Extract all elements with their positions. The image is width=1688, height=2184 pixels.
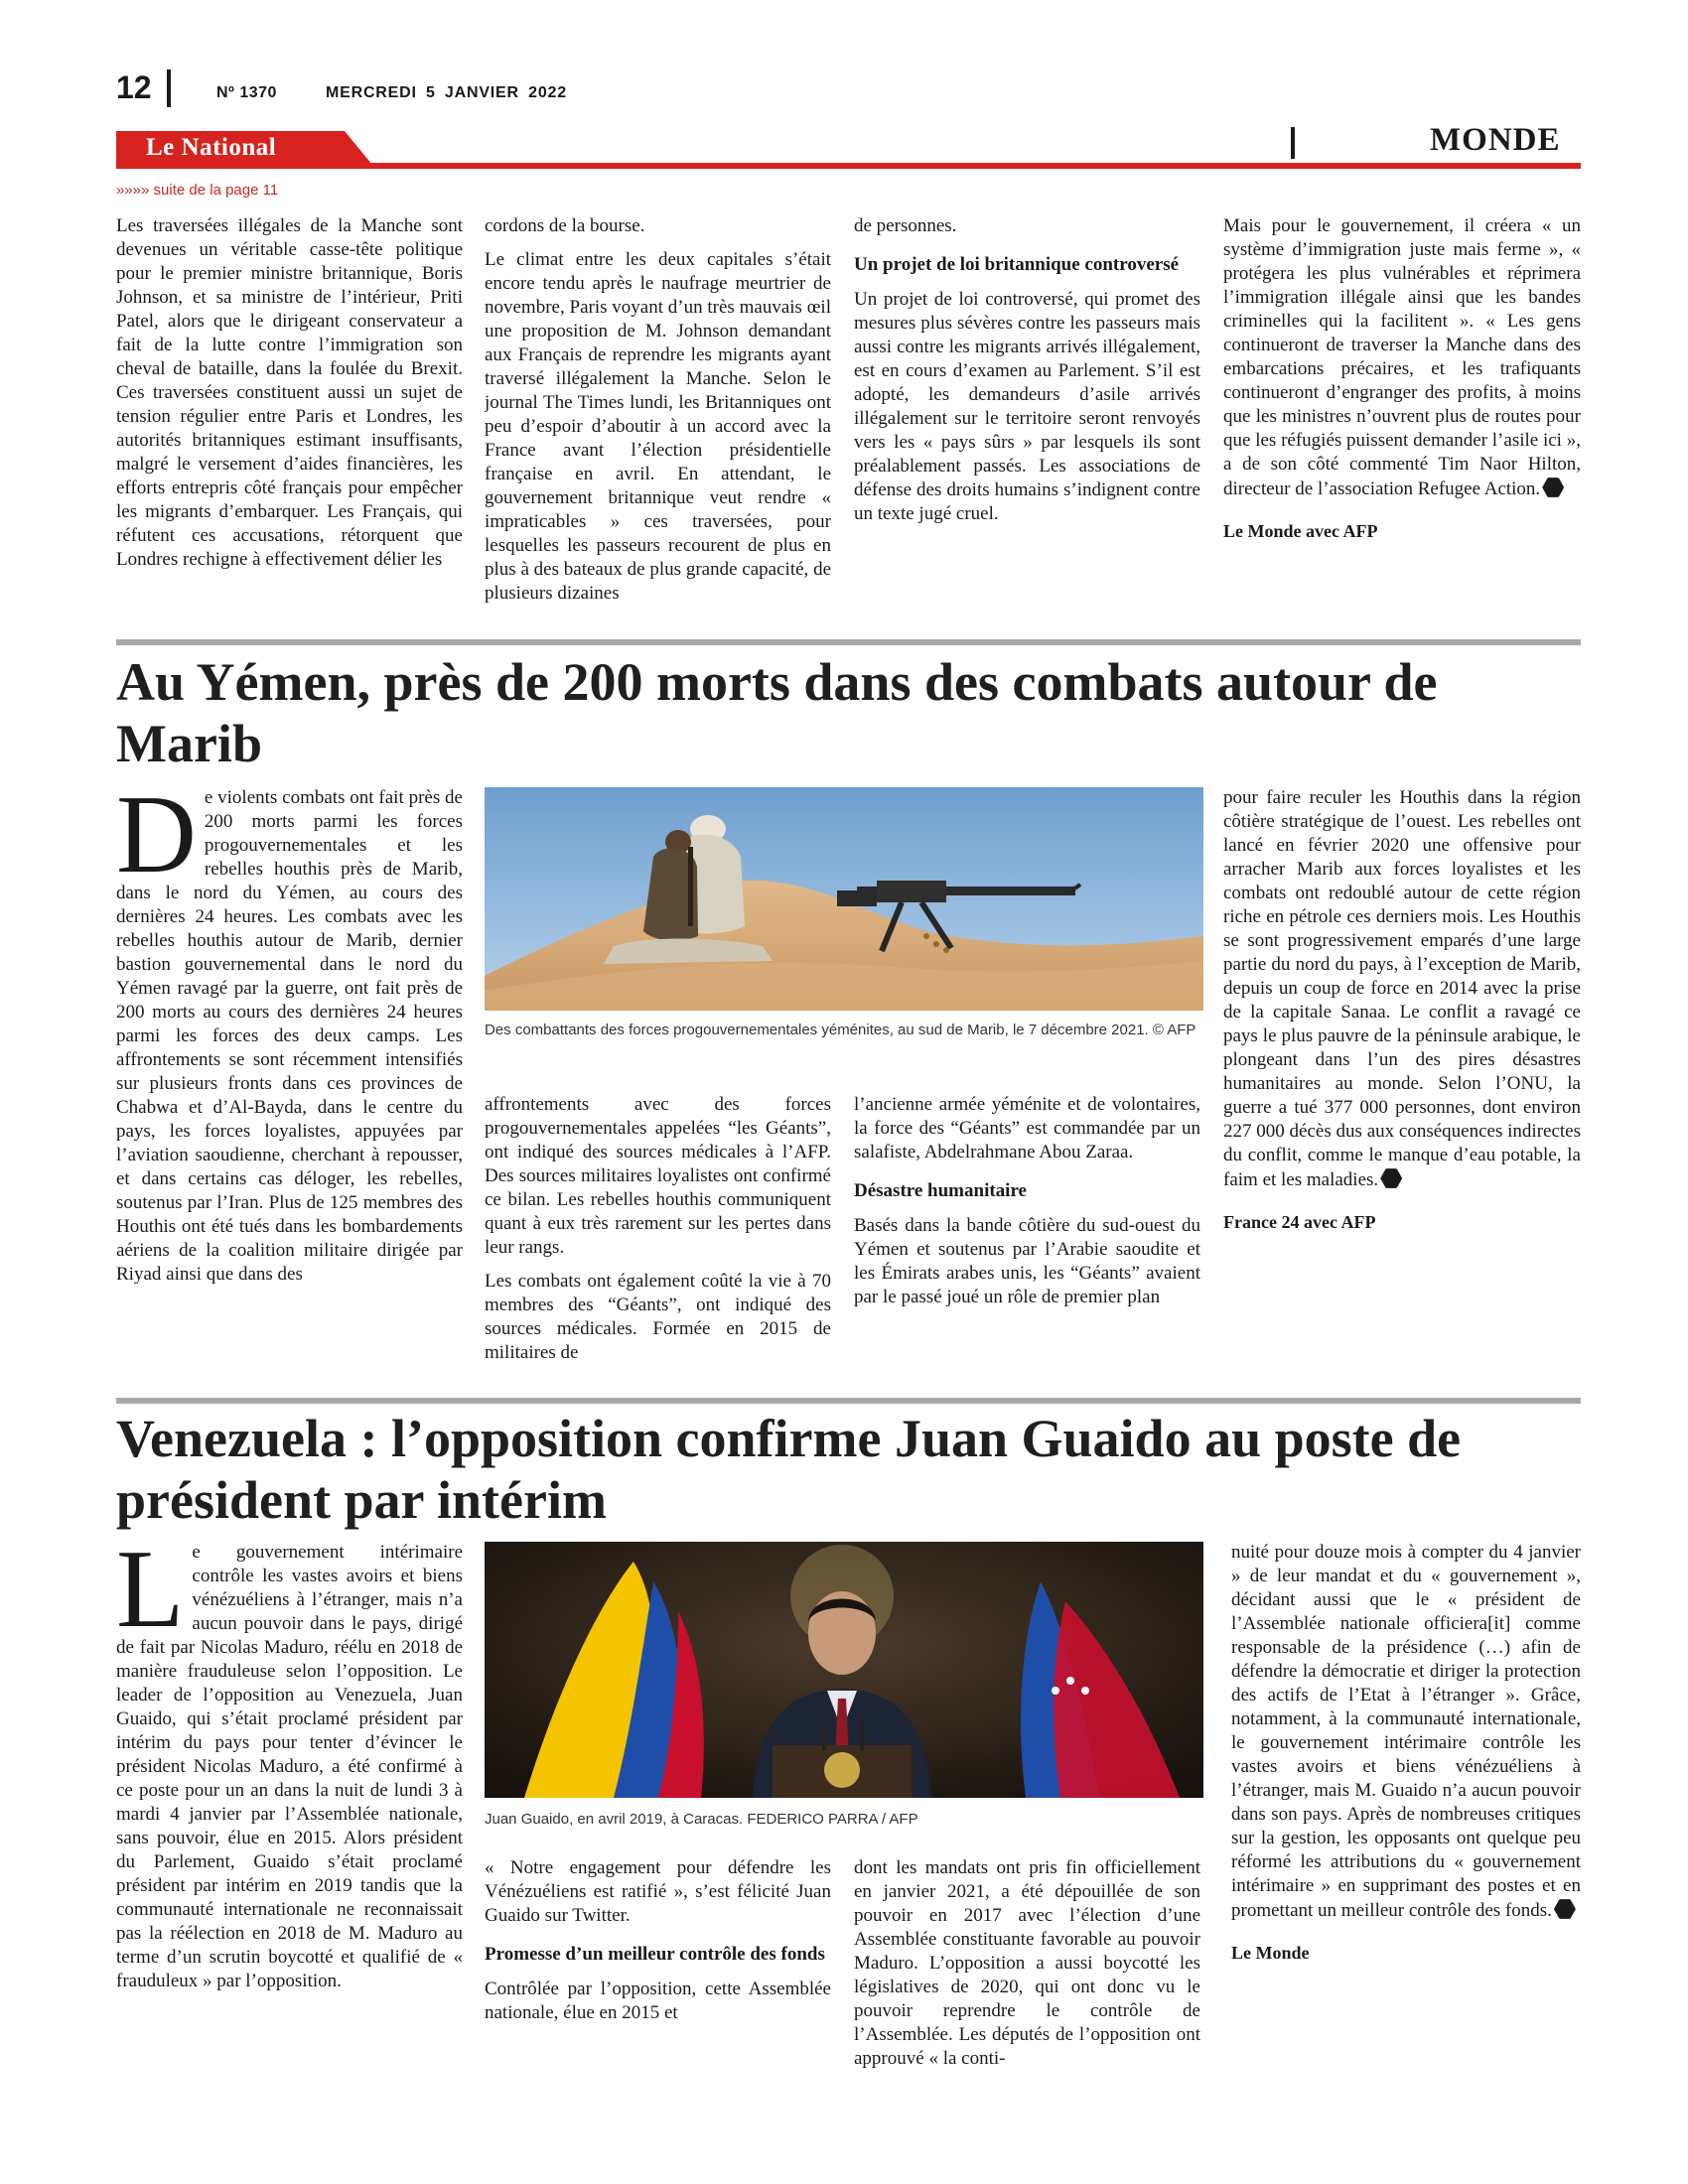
article2-column-1 (116, 786, 463, 1390)
end-of-article-icon (1380, 1167, 1402, 1189)
continued-from-link[interactable]: »»»» suite de la page 11 (116, 182, 279, 199)
header-rule (116, 163, 1581, 169)
article3-col3-text: dont les mandats ont pris fin officiellement en janvier 2021, a été dépouillée de son pouvoir en 2017 avec l’élection d’une Assemblée constituante favorable au pouvoir Maduro. L’opposition a aussi boycotté les législatives de 2020, qui ont donc vu le pouvoir reprendre le contrôle de l’Assemblée. Les députés de l’opposition ont approuvé « la conti- (854, 1857, 1200, 2069)
article2-col2-text-1: affrontements avec des forces progouvernementales appelées “les Géants”, ont indiqué des sources médicales à l’AFP. Des sources militaires loyalistes ont confirmé ce bilan. Les rebelles houthis communiquent quant à eux très rarement sur les pertes dans leur rangs. (485, 1094, 831, 1258)
article3-headline: Venezuela : l’opposition confirme Juan Guaido au poste de président par intérim (116, 1409, 1462, 1530)
article1-col3-text-2: Un projet de loi controversé, qui promet des mesures plus sévères contre les passeurs mais aussi contre les migrants arrivés illégalement, est en cours d’examen au Parlement. S’il est adopté, les demandeurs d’asile arrivés illégalement sur le territoire seront renvoyés vers les « pays sûrs » par lesquels ils sont préalablement passés. Les associations de défense des droits humains s’indignent contre un texte jugé cruel. (854, 289, 1200, 524)
article3-column-3 (854, 1856, 1200, 2105)
article2-photo-caption: Des combattants des forces progouvernementales yéménites, au sud de Marib, le 7 décembre 2021. © AFP (485, 1022, 1196, 1038)
article1-col3-text-1: de personnes. (854, 215, 957, 236)
article1-col4-text: Mais pour le gouvernement, il créera « un système d’immigration juste mais ferme », « protégera les plus vulnérables et réprimera l’immigration illégale ainsi que les bandes criminelles qui la facilitent ». « Les gens continueront de traverser la Manche dans des embarcations précaires, et les trafiquants continueront d’engranger des profits, à moins que les ministres n’ouvrent plus de routes pour que les réfugiés puissent demander l’asile ici », a de son côté commenté Tim Naor Hilton, directeur de l’association Refugee Action. (1223, 215, 1581, 499)
section-divider (1291, 127, 1295, 159)
article2-column-2 (485, 1093, 831, 1391)
issue-date: MERCREDI 5 JANVIER 2022 (326, 84, 567, 101)
article3-subhead: Promesse d’un meilleur contrôle des fonds (485, 1944, 825, 1965)
article3-col4-text: nuité pour douze mois à compter du 4 janvier » de leur mandat et du « gouvernement », décidant aussi que le « président de l’Assemblée nationale officiera[it] comme responsable de la présidence (…) afin de défendre la démocratie et diriger la protection des actifs de l’Etat à l’étranger ». Grâce, notamment, à la communauté internationale, le gouvernement intérimaire contrôle les vastes avoirs et biens vénézuéliens à l’étranger, mais M. Guaido n’a aucun pouvoir dans son pays. Après de nombreuses critiques sur la gestion, les opposants ont quelque peu réformé les attributions du « gouvernement intérimaire » en supprimant des postes et en promettant un meilleur contrôle des fonds. (1231, 1542, 1581, 1921)
article1-column-1 (116, 214, 463, 629)
article3-credit: Le Monde (1231, 1943, 1310, 1963)
article2-col4-text: pour faire reculer les Houthis dans la région côtière stratégique de l’ouest. Les rebelles ont lancé en février 2020 une offensive pour arracher Marib aux forces loyalistes et les combats ont redoublé autour de cette région riche en pétrole ces derniers mois. Les Houthis se sont progressivement emparés d’une large partie du nord du pays, à l’exception de Marib, depuis un coup de force en 2014 avec la prise de la capitale Sanaa. Le conflit a ravagé ce pays le plus pauvre de la péninsule arabique, le plongeant dans l’un des pires désastres humanitaires au monde. Selon l’ONU, la guerre a tué 377 000 personnes, dont environ 227 000 décès dus aux conséquences indirectes du conflit, comme le manque d’eau potable, la faim et les maladies. (1223, 787, 1581, 1190)
issue-number: Nº 1370 (216, 84, 277, 101)
article2-column-3 (854, 1093, 1200, 1391)
brand-name: Le National (146, 134, 277, 161)
article2-subhead: Désastre humanitaire (854, 1180, 1027, 1201)
article-separator-1 (116, 639, 1581, 645)
article1-col1-text: Les traversées illégales de la Manche sont devenues un véritable casse-tête politique pour le premier ministre britannique, Boris Johnson, et sa ministre de l’intérieur, Priti Patel, alors que le dirigeant conservateur a fait de la lutte contre l’immigration son cheval de bataille, dans la foulée du Brexit. Ces traversées constituent aussi un sujet de tension régulier entre Paris et Londres, les autorités britanniques estimant insuffisants, malgré le versement d’aides financières, les efforts entrepris côté français pour empêcher les migrants d’embarquer. Les Français, qui réfutent ces accusations, rétorquent que Londres rechigne à effectivement délier les (116, 215, 463, 570)
article1-column-2 (485, 214, 831, 629)
article2-col2-text-2: Les combats ont également coûté la vie à 70 membres des “Géants”, ont indiqué des sources médicales. Formée en 2015 de militaires de (485, 1271, 831, 1363)
article1-col2-text-1: cordons de la bourse. (485, 215, 645, 236)
end-of-article-icon (1542, 477, 1564, 498)
article1-column-4 (1223, 214, 1581, 629)
page-number-divider (167, 69, 171, 107)
article3-col2-text-2: Contrôlée par l’opposition, cette Assemblée nationale, élue en 2015 et (485, 1979, 831, 2023)
article-separator-2 (116, 1398, 1581, 1404)
article2-col1-text: e violents combats ont fait près de 200 morts parmi les forces progouvernementales et les rebelles houthis près de Marib, dans le nord du Yémen, au cours des dernières 24 heures. Les combats avec les rebelles houthis autour de Marib, dernier bastion gouvernemental dans le nord du Yémen ravagé par la guerre, ont fait près de 200 morts au cours des dernières 24 heures parmi les forces des deux camps. Les affrontements se sont récemment intensifiés sur plusieurs fronts dans ces provinces de Chabwa et d’Al-Bayda, dans le centre du pays, les forces loyalistes, appuyées par l’aviation saoudienne, cherchant à repousser, et dans certains cas déloger, les rebelles, soutenus par l’Iran. Plus de 125 membres des Houthis ont été tués dans les bombardements aériens de la coalition militaire dirigée par Riyad ainsi que dans des (116, 787, 463, 1285)
article2-col3-text-1: l’ancienne armée yéménite et de volontaires, la force des “Géants” est commandée par un salafiste, Abdelrahmane Abou Zaraa. (854, 1094, 1200, 1162)
guaido-photo (485, 1542, 1203, 1798)
brand-banner (116, 131, 374, 165)
article1-subhead: Un projet de loi britannique controversé (854, 254, 1180, 275)
article2-headline: Au Yémen, près de 200 morts dans des combats autour de Marib (116, 652, 1438, 773)
page-number: 12 (116, 69, 152, 105)
article2-column-4 (1223, 786, 1581, 1390)
article3-photo (485, 1542, 1203, 1798)
article1-credit: Le Monde avec AFP (1223, 521, 1378, 541)
article3-column-2 (485, 1856, 831, 2105)
article1-col2-text-2: Le climat entre les deux capitales s’était encore tendu après le naufrage meurtrier de novembre, Paris voyant d’un très mauvais œil une proposition de M. Johnson demandant aux Français de reprendre les migrants ayant traversé illégalement la Manche. Selon le journal The Times lundi, les Britanniques ont peu d’espoir d’aboutir à un accord avec la France avant l’élection présidentielle française en avril. En attendant, le gouvernement britannique veut rendre « impraticables » ces traversées, pour lesquelles les passeurs recourent de plus en plus à des bateaux de plus grande capacité, de plusieurs dizaines (485, 249, 831, 604)
article2-col3-text-2: Basés dans la bande côtière du sud-ouest du Yémen et soutenus par l’Arabie saoudite et les Émirats arabes unis, les “Géants” avaient par le passé joué un rôle de premier plan (854, 1215, 1200, 1307)
section-name: MONDE (1430, 122, 1561, 158)
article1-column-3 (854, 214, 1200, 629)
end-of-article-icon (1554, 1898, 1576, 1920)
article3-column-4 (1231, 1541, 1581, 2105)
article3-column-1 (116, 1541, 463, 2103)
article3-col2-text-1: « Notre engagement pour défendre les Vénézuéliens est ratifié », s’est félicité Juan Guaido sur Twitter. (485, 1857, 831, 1926)
article2-photo (485, 787, 1203, 1011)
article2-credit: France 24 avec AFP (1223, 1212, 1376, 1232)
article2-dropcap: D (116, 786, 197, 896)
article3-photo-caption: Juan Guaido, en avril 2019, à Caracas. FEDERICO PARRA / AFP (485, 1811, 918, 1828)
article3-dropcap: L (116, 1541, 185, 1651)
article3-col1-text: e gouvernement intérimaire contrôle les vastes avoirs et biens vénézuéliens à l’étranger, mais n’a aucun pouvoir dans le pays, dirigé de fait par Nicolas Maduro, réélu en 2018 de manière frauduleuse selon l’opposition. Le leader de l’opposition au Venezuela, Juan Guaido, qui s’était proclamé président par intérim du pays pour tenter d’évincer le président Nicolas Maduro, a été confirmé à ce poste pour un an dans la nuit de lundi 3 à mardi 4 janvier par l’Assemblée nationale, sans pouvoir, élue en 2015. Alors président du Parlement, Guaido s’était proclamé président par intérim en 2019 tandis que la communauté internationale ne reconnaissait pas la réélection en 2018 de M. Maduro au terme d’un scrutin boycotté et qualifié de « frauduleux » par l’opposition. (116, 1542, 463, 1991)
yemen-fighters-photo (485, 787, 1203, 1011)
